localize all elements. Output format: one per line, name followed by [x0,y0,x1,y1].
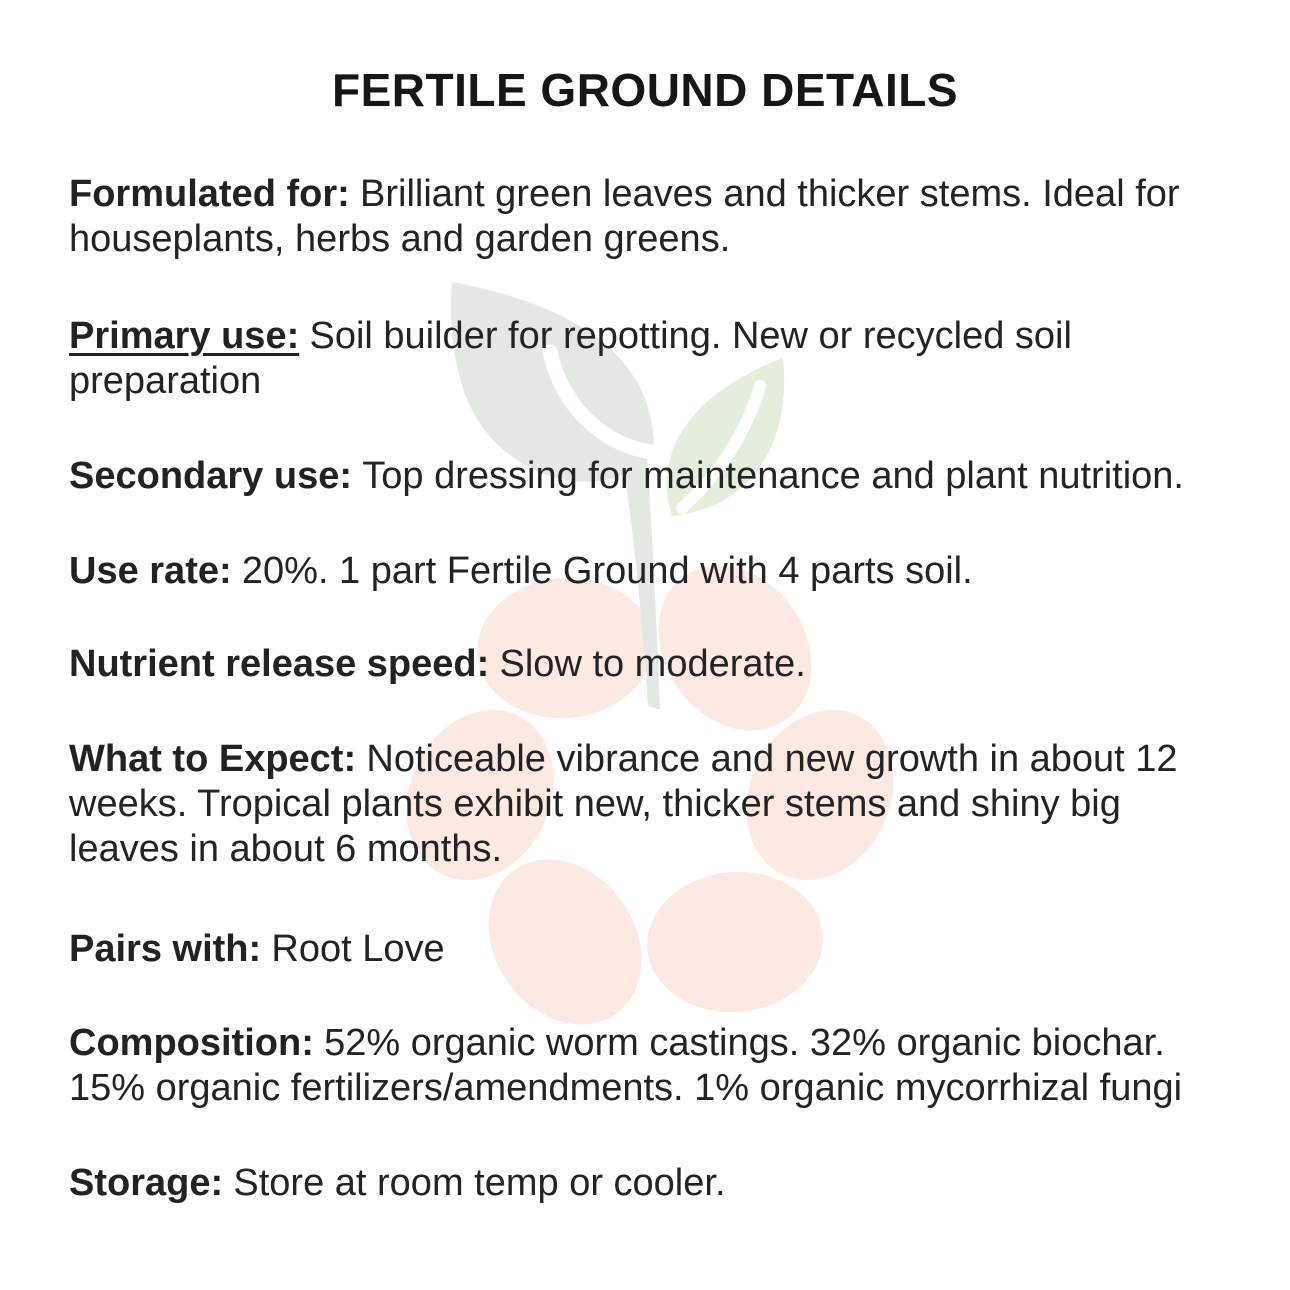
spec-what-to-expect [69,737,1199,872]
spec-label: Composition: [69,1022,314,1064]
spec-pairs-with [69,927,1199,972]
spec-text: Brilliant green leaves and thicker stems. Ideal for houseplants, herbs and garden greens. [69,173,1180,260]
spec-text: Soil builder for repotting. New or recycled soil preparation [69,315,1072,402]
spec-nutrient-release-speed [69,642,1199,687]
spec-text: Noticeable vibrance and new growth in about 12 weeks. Tropical plants exhibit new, thicker stems and shiny big leaves in about 6 months. [69,738,1178,870]
primary-use-link[interactable]: Primary use: [69,315,300,357]
spec-label: Nutrient release speed: [69,643,490,685]
spec-label: What to Expect: [69,738,357,780]
spec-label: Use rate: [69,550,232,592]
spec-text: Top dressing for maintenance and plant nutrition. [362,455,1184,497]
spec-storage [69,1161,1199,1206]
spec-text: Root Love [271,928,445,970]
spec-label: Secondary use: [69,455,352,497]
spec-secondary-use [69,454,1199,499]
spec-label: Pairs with: [69,928,262,970]
spec-use-rate [69,549,1199,594]
spec-text: Slow to moderate. [499,643,806,685]
spec-primary-use [69,314,1199,404]
spec-composition [69,1021,1199,1111]
spec-text: 20%. 1 part Fertile Ground with 4 parts soil. [241,550,973,592]
spec-label: Formulated for: [69,173,350,215]
spec-text: Store at room temp or cooler. [233,1162,726,1204]
spec-formulated-for [69,172,1199,262]
spec-label: Storage: [69,1162,224,1204]
spec-text: 52% organic worm castings. 32% organic biochar. 15% organic fertilizers/amendments. 1% organic mycorrhizal fungi [69,1022,1183,1109]
page-title: FERTILE GROUND DETAILS [331,64,959,116]
